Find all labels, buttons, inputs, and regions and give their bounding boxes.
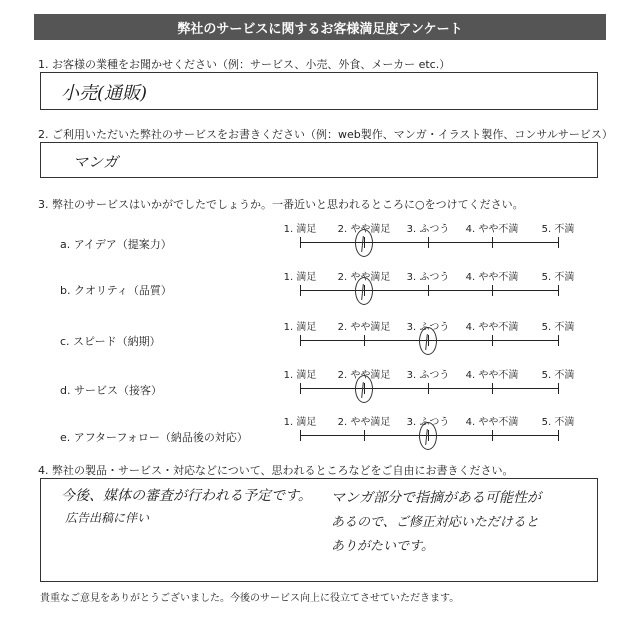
- rating-option-label: 5. 不満: [541, 417, 575, 428]
- rating-option-label: 1. 満足: [283, 322, 317, 333]
- scale-line: [300, 388, 558, 389]
- circled-selection-mark: [355, 277, 373, 305]
- rating-option-label: 3. ふつう: [406, 417, 450, 428]
- rating-option-label: 4. やや不満: [465, 224, 519, 235]
- circled-selection-mark: [355, 375, 373, 403]
- rating-option-label: 5. 不満: [541, 224, 575, 235]
- rating-tick[interactable]: [558, 335, 559, 346]
- rating-option-label: 2. やや満足: [337, 322, 391, 333]
- rating-option-label: 3. ふつう: [406, 322, 450, 333]
- rating-tick[interactable]: [300, 430, 301, 441]
- rating-tick[interactable]: [558, 237, 559, 248]
- rating-option-label: 4. やや不満: [465, 322, 519, 333]
- rating-option-label: 2. やや満足: [337, 370, 391, 381]
- answer-box-1[interactable]: [40, 72, 598, 110]
- rating-option-label: 2. やや満足: [337, 224, 391, 235]
- rating-option-label: 3. ふつう: [406, 272, 450, 283]
- rating-item-label-e: e. アフターフォロー（納品後の対応）: [60, 431, 248, 444]
- rating-tick[interactable]: [300, 237, 301, 248]
- rating-option-label: 4. やや不満: [465, 272, 519, 283]
- rating-scale-e[interactable]: [283, 413, 575, 447]
- rating-scale-b[interactable]: [283, 268, 575, 302]
- rating-tick[interactable]: [492, 237, 493, 248]
- rating-tick[interactable]: [428, 237, 429, 248]
- rating-tick[interactable]: [492, 430, 493, 441]
- rating-tick[interactable]: [428, 285, 429, 296]
- rating-item-label-c: c. スピード（納期）: [60, 335, 161, 348]
- rating-option-label: 5. 不満: [541, 272, 575, 283]
- handwritten-comment-line: 今後、媒体の審査が行われる予定です。: [61, 488, 312, 504]
- handwritten-answer-2: マンガ: [73, 153, 119, 171]
- rating-item-label-a: a. アイデア（提案力）: [60, 238, 172, 251]
- handwritten-comment-line: あるので、ご修正対応いただけると: [331, 515, 539, 530]
- rating-tick[interactable]: [300, 335, 301, 346]
- rating-option-label: 1. 満足: [283, 417, 317, 428]
- handwritten-answer-1: 小売(通販): [61, 83, 148, 104]
- rating-option-label: 4. やや不満: [465, 370, 519, 381]
- rating-tick[interactable]: [558, 285, 559, 296]
- circled-selection-mark: [419, 327, 437, 355]
- rating-option-label: 5. 不満: [541, 370, 575, 381]
- question-3: 3. 弊社のサービスはいかがでしたでしょうか。一番近いと思われるところに○をつけてください。: [38, 198, 524, 211]
- rating-option-label: 2. やや満足: [337, 272, 391, 283]
- rating-tick[interactable]: [492, 335, 493, 346]
- footer-thanks: 貴重なご意見をありがとうございました。今後のサービス向上に役立てさせていただきます。: [40, 593, 460, 604]
- rating-tick[interactable]: [558, 430, 559, 441]
- rating-scale-a[interactable]: [283, 220, 575, 254]
- rating-option-label: 1. 満足: [283, 370, 317, 381]
- rating-tick[interactable]: [492, 383, 493, 394]
- rating-tick[interactable]: [364, 430, 365, 441]
- survey-title: 弊社のサービスに関するお客様満足度アンケート: [34, 14, 606, 40]
- scale-line: [300, 242, 558, 243]
- rating-item-label-d: d. サービス（接客）: [60, 384, 162, 397]
- handwritten-comment-line: マンガ部分で指摘がある可能性が: [331, 490, 541, 506]
- rating-option-label: 5. 不満: [541, 322, 575, 333]
- handwritten-comment-line: ありがたいです。: [331, 539, 434, 554]
- rating-option-label: 3. ふつう: [406, 224, 450, 235]
- circled-selection-mark: [419, 422, 437, 450]
- answer-box-2[interactable]: [40, 142, 598, 178]
- handwritten-comment-line: 広告出稿に伴い: [65, 511, 150, 525]
- rating-item-label-b: b. クオリティ（品質）: [60, 284, 172, 297]
- rating-option-label: 1. 満足: [283, 272, 317, 283]
- question-2: 2. ご利用いただいた弊社のサービスをお書きください（例：web製作、マンガ・イラスト製作、コンサルサービス）: [38, 128, 613, 141]
- rating-tick[interactable]: [300, 383, 301, 394]
- question-4: 4. 弊社の製品・サービス・対応などについて、思われるところなどをご自由にお書きください。: [38, 464, 514, 477]
- rating-tick[interactable]: [364, 335, 365, 346]
- rating-tick[interactable]: [558, 383, 559, 394]
- answer-box-4[interactable]: [40, 478, 598, 582]
- rating-option-label: 4. やや不満: [465, 417, 519, 428]
- rating-tick[interactable]: [492, 285, 493, 296]
- circled-selection-mark: [355, 229, 373, 257]
- rating-scale-d[interactable]: [283, 366, 575, 400]
- rating-option-label: 2. やや満足: [337, 417, 391, 428]
- rating-option-label: 3. ふつう: [406, 370, 450, 381]
- rating-option-label: 1. 満足: [283, 224, 317, 235]
- rating-tick[interactable]: [300, 285, 301, 296]
- question-1: 1. お客様の業種をお聞かせください（例：サービス、小売、外食、メーカー etc.）: [38, 58, 451, 71]
- scale-line: [300, 290, 558, 291]
- rating-tick[interactable]: [428, 383, 429, 394]
- rating-scale-c[interactable]: [283, 318, 575, 352]
